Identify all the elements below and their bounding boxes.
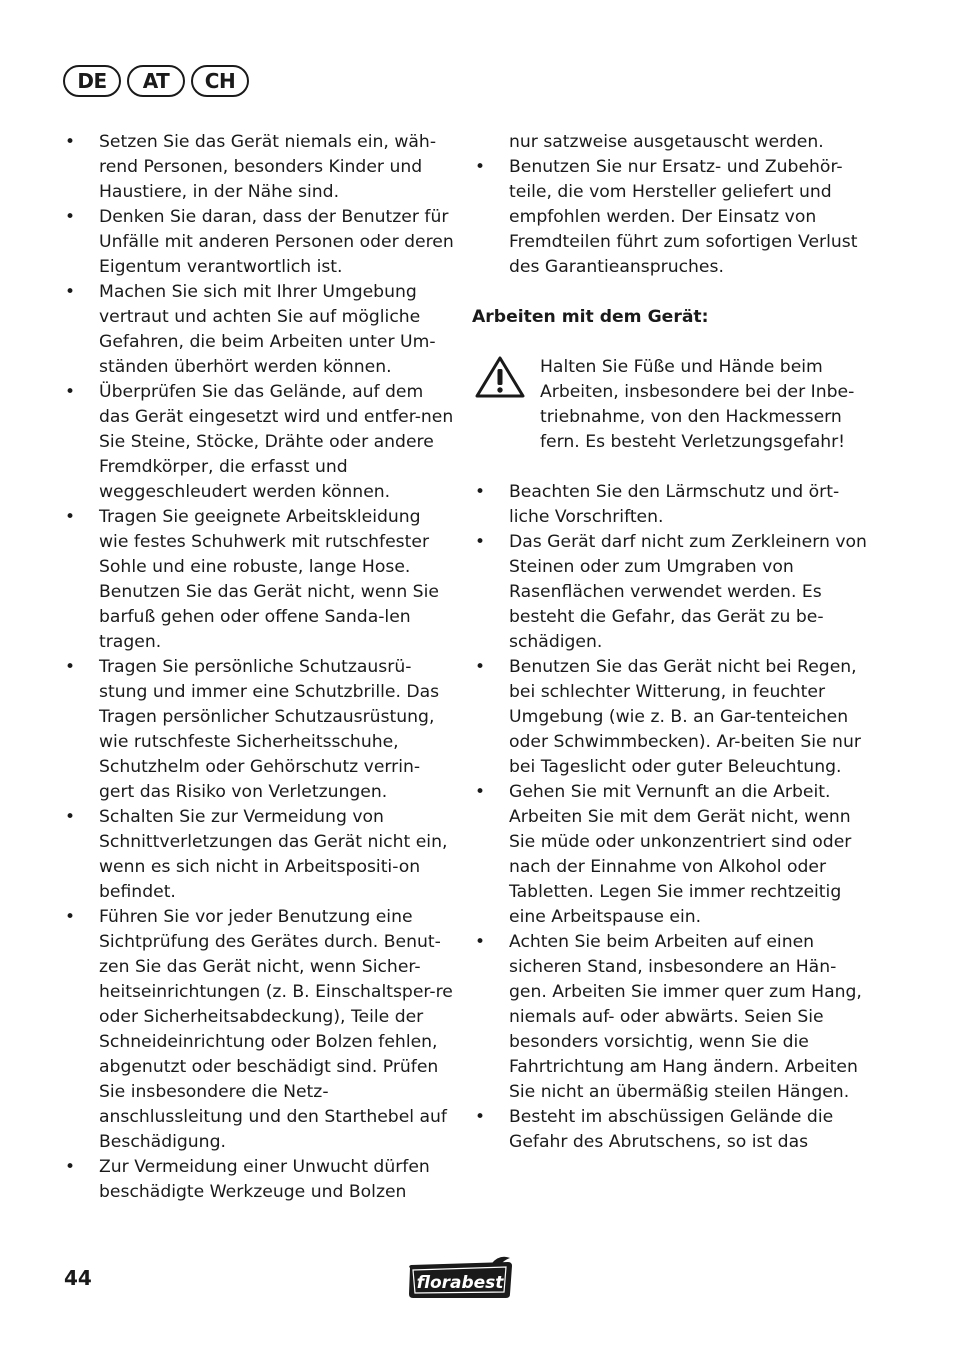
section-heading: Arbeiten mit dem Gerät: bbox=[472, 307, 709, 327]
safety-list-left bbox=[62, 130, 454, 1205]
warning-triangle-icon bbox=[474, 355, 526, 399]
list-item: • Schalten Sie zur Vermeidung von Schnittverletzungen das Gerät nicht ein, wenn es sich nicht in Arbeitspositi-on befindet. bbox=[62, 805, 454, 905]
warning-notice bbox=[472, 355, 872, 455]
list-item: • Zur Vermeidung einer Unwucht dürfen beschädigte Werkzeuge und Bolzen bbox=[62, 1155, 454, 1205]
language-badge-ch: CH bbox=[191, 65, 249, 97]
language-badges bbox=[63, 65, 249, 97]
list-item: • Denken Sie daran, dass der Benutzer für Unfälle mit anderen Personen oder deren Eigentum verantwortlich ist. bbox=[62, 205, 454, 280]
right-column bbox=[472, 130, 872, 1155]
language-badge-de: DE bbox=[63, 65, 121, 97]
warning-text: Halten Sie Füße und Hände beim Arbeiten, insbesondere bei der Inbe-triebnahme, von den Hackmessern fern. Es besteht Verletzungsgefahr! bbox=[540, 357, 855, 452]
list-item: • Benutzen Sie das Gerät nicht bei Regen, bei schlechter Witterung, in feuchter Umgebung (wie z. B. an Gar-tenteichen oder Schwimmbecken). Ar-beiten Sie nur bei Tageslicht oder guter Beleuchtung. bbox=[472, 655, 872, 780]
list-item: • Achten Sie beim Arbeiten auf einen sicheren Stand, insbesondere an Hän-gen. Arbeiten Sie immer quer zum Hang, niemals auf- oder abwärts. Seien Sie besonders vorsichtig, wenn Sie die Fahrtrichtung am Hang ändern. Arbeiten Sie nicht an übermäßig steilen Hängen. bbox=[472, 930, 872, 1105]
svg-text:florabest: florabest bbox=[416, 1273, 504, 1293]
list-item: • Überprüfen Sie das Gelände, auf dem das Gerät eingesetzt wird und entfer-nen Sie Steine, Stöcke, Drähte oder andere Fremdkörper, die erfasst und weggeschleudert werden können. bbox=[62, 380, 454, 505]
list-item: • Führen Sie vor jeder Benutzung eine Sichtprüfung des Gerätes durch. Benut-zen Sie das Gerät nicht, wenn Sicher-heitseinrichtungen (z. B. Einschaltsper-re oder Sicherheitsabdeckung), Teile der Schneideinrichtung oder Bolzen fehlen, abgenutzt oder beschädigt sind. Prüfen Sie insbesondere die Netz-anschlussleitung und den Starthebel auf Beschädigung. bbox=[62, 905, 454, 1155]
list-item: • Benutzen Sie nur Ersatz- und Zubehör-teile, die vom Hersteller geliefert und empfohlen werden. Der Einsatz von Fremdteilen führt zum sofortigen Verlust des Garantieanspruches. bbox=[472, 155, 872, 280]
safety-list-right-bottom bbox=[472, 480, 872, 1155]
left-column bbox=[62, 130, 454, 1205]
safety-list-right-top bbox=[472, 155, 872, 280]
list-item: • Tragen Sie geeignete Arbeitskleidung wie festes Schuhwerk mit rutschfester Sohle und eine robuste, lange Hose. Benutzen Sie das Gerät nicht, wenn Sie barfuß gehen oder offene Sanda-len tragen. bbox=[62, 505, 454, 655]
list-item: • Gehen Sie mit Vernunft an die Arbeit. Arbeiten Sie mit dem Gerät nicht, wenn Sie müde oder unkonzentriert sind oder nach der Einnahme von Alkohol oder Tabletten. Legen Sie immer rechtzeitig eine Arbeitspause ein. bbox=[472, 780, 872, 930]
list-item: • Setzen Sie das Gerät niemals ein, wäh-rend Personen, besonders Kinder und Haustiere, in der Nähe sind. bbox=[62, 130, 454, 205]
list-item: • Besteht im abschüssigen Gelände die Gefahr des Abrutschens, so ist das bbox=[472, 1105, 872, 1155]
list-item: • Das Gerät darf nicht zum Zerkleinern von Steinen oder zum Umgraben von Rasenflächen verwendet werden. Es besteht die Gefahr, das Gerät zu be-schädigen. bbox=[472, 530, 872, 655]
continued-text: nur satzweise ausgetauscht werden. bbox=[509, 132, 824, 152]
list-item: • Machen Sie sich mit Ihrer Umgebung vertraut und achten Sie auf mögliche Gefahren, die beim Arbeiten unter Um-ständen überhört werden können. bbox=[62, 280, 454, 380]
list-item: • Beachten Sie den Lärmschutz und ört-liche Vorschriften. bbox=[472, 480, 872, 530]
florabest-logo bbox=[404, 1256, 516, 1302]
page-number: 44 bbox=[64, 1266, 92, 1290]
language-badge-at: AT bbox=[127, 65, 185, 97]
list-item: • Tragen Sie persönliche Schutzausrü-stung und immer eine Schutzbrille. Das Tragen persönlicher Schutzausrüstung, wie rutschfeste Sicherheitsschuhe, Schutzhelm oder Gehörschutz verrin-gert das Risiko von Verletzungen. bbox=[62, 655, 454, 805]
